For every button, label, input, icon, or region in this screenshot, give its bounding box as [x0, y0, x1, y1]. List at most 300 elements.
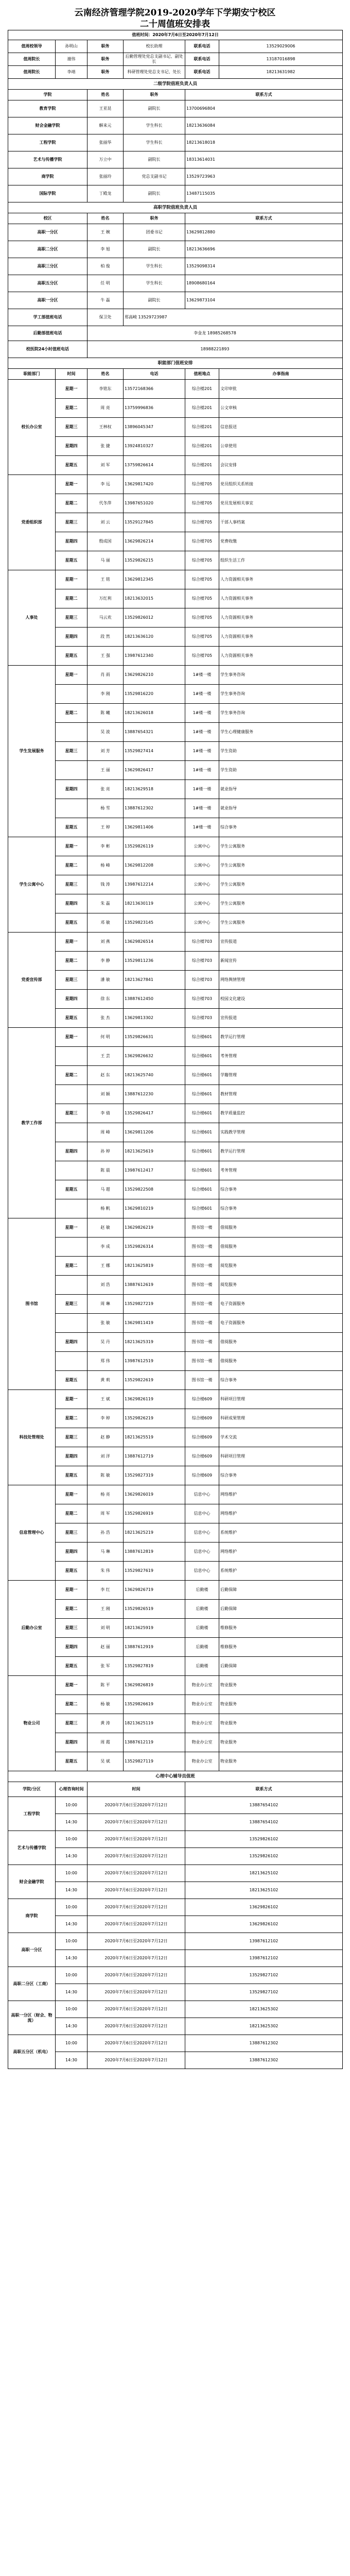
person-name: 刘 燕	[87, 933, 124, 952]
person-name: 万立中	[87, 151, 124, 168]
duty-day	[56, 761, 87, 780]
column-header: 职务	[124, 90, 185, 100]
person-phone: 13887612450	[124, 990, 185, 1009]
duty-day: 星期三	[56, 1295, 87, 1314]
service-guide: 信息报送	[219, 418, 343, 437]
duty-location: 公寓中心	[185, 875, 219, 894]
table-row	[8, 456, 343, 475]
duty-day: 星期三	[56, 1714, 87, 1733]
person-phone: 13759996836	[124, 399, 185, 418]
table-row	[8, 1409, 343, 1428]
counsel-period: 2020年7月6日至2020年7月12日	[87, 1797, 185, 1814]
header-row	[8, 369, 343, 380]
header-row	[8, 90, 343, 100]
leader-name: 谢伟	[56, 53, 87, 66]
table-row	[8, 1967, 343, 1984]
column-header: 办事指南	[219, 369, 343, 380]
duty-location: 综合楼201	[185, 456, 219, 475]
table-row	[8, 117, 343, 134]
person-name: 马 超	[87, 1180, 124, 1199]
table-row	[8, 1333, 343, 1352]
duty-day: 星期四	[56, 1638, 87, 1657]
duty-day: 星期一	[56, 380, 87, 399]
table-row	[8, 1466, 343, 1485]
service-guide: 后勤保障	[219, 1657, 343, 1676]
person-phone: 18213632015	[124, 589, 185, 608]
duty-phone-value: 郑高峻 13529723987	[124, 309, 343, 326]
table-row	[8, 971, 343, 990]
column-header: 联系方式	[185, 1782, 343, 1797]
section-row	[8, 79, 343, 90]
counsel-phone: 13529826102	[185, 1831, 343, 1848]
person-name: 刘 军	[87, 456, 124, 475]
person-name: 张 军	[87, 1657, 124, 1676]
table-row	[8, 2018, 343, 2035]
person-phone: 13529827219	[124, 1295, 185, 1314]
duty-day: 星期四	[56, 628, 87, 647]
table-row	[8, 1882, 343, 1899]
service-guide: 网络舆情管理	[219, 971, 343, 990]
duty-location: 图书馆一楼	[185, 1371, 219, 1390]
leader-key: 联系电话	[185, 53, 219, 66]
service-guide: 宣传报道	[219, 1009, 343, 1028]
leader-position: 科研管理处党总支书记、处长	[124, 66, 185, 79]
person-name: 李 静	[87, 952, 124, 971]
duty-day: 星期二	[56, 704, 87, 723]
person-name: 吴 斌	[87, 1752, 124, 1771]
counsel-time: 10:00	[56, 2035, 87, 2052]
duty-location: 综合楼201	[185, 418, 219, 437]
person-name: 马 丽	[87, 551, 124, 570]
duty-day: 星期一	[56, 1390, 87, 1409]
duty-day: 星期四	[56, 532, 87, 551]
person-name: 陈 晨	[87, 1161, 124, 1180]
table-row	[8, 1638, 343, 1657]
counsel-period: 2020年7月6日至2020年7月12日	[87, 2035, 185, 2052]
person-phone: 13529826215	[124, 551, 185, 570]
duty-day: 星期三	[56, 1104, 87, 1123]
person-phone: 13629873104	[185, 292, 343, 309]
person-phone: 13529826631	[124, 1028, 185, 1047]
person-phone: 13529826417	[124, 1104, 185, 1123]
duty-location: 图书馆一楼	[185, 1352, 219, 1371]
college-name: 财会金融学院	[8, 117, 87, 134]
person-phone: 18213636696	[185, 241, 343, 258]
service-guide: 文印审批	[219, 380, 343, 399]
person-name: 邓 敏	[87, 913, 124, 933]
department-name: 物业公司	[8, 1676, 56, 1771]
counsel-phone: 18213625302	[185, 2001, 343, 2018]
table-row	[8, 1085, 343, 1104]
table-row	[8, 2001, 343, 2018]
service-guide: 物业服务	[219, 1733, 343, 1752]
duty-day	[56, 1199, 87, 1218]
service-guide: 电子资源服务	[219, 1295, 343, 1314]
table-row	[8, 1933, 343, 1950]
duty-day: 星期四	[56, 1447, 87, 1466]
college-name: 教育学院	[8, 100, 87, 117]
duty-day: 星期一	[56, 1485, 87, 1504]
person-name: 徐 东	[87, 990, 124, 1009]
service-guide: 学生公寓服务	[219, 913, 343, 933]
duty-day: 星期一	[56, 1581, 87, 1600]
person-name: 王 强	[87, 647, 124, 666]
duty-location: 综合楼609	[185, 1466, 219, 1485]
person-name: 吴 丹	[87, 1333, 124, 1352]
service-guide: 教学质量监控	[219, 1104, 343, 1123]
duty-location: 1#楼一楼	[185, 742, 219, 761]
department-name: 党委组织部	[8, 475, 56, 570]
counsel-phone: 18213625102	[185, 1865, 343, 1882]
table-row	[8, 1009, 343, 1028]
table-row	[8, 1295, 343, 1314]
service-guide: 公章使用	[219, 437, 343, 456]
duty-location: 综合楼703	[185, 952, 219, 971]
duty-location: 图书馆一楼	[185, 1238, 219, 1257]
service-guide: 物业服务	[219, 1695, 343, 1714]
counsel-time: 10:00	[56, 1797, 87, 1814]
service-guide: 物业服务	[219, 1752, 343, 1771]
campus-name: 高职五分区（机电）	[8, 2035, 56, 2069]
service-guide: 党费收缴	[219, 532, 343, 551]
duty-day: 星期一	[56, 666, 87, 685]
duty-location: 综合楼705	[185, 551, 219, 570]
duty-day	[56, 799, 87, 818]
table-row	[8, 1562, 343, 1581]
counsel-time: 10:00	[56, 1865, 87, 1882]
leader-name: 孙明山	[56, 40, 87, 53]
duty-day	[56, 1161, 87, 1180]
leader-key: 职务	[87, 40, 124, 53]
leader-phone: 13529029006	[219, 40, 343, 53]
person-name: 万红利	[87, 589, 124, 608]
person-name: 李 倩	[87, 1104, 124, 1123]
person-phone: 18213625119	[124, 1714, 185, 1733]
table-row	[8, 1695, 343, 1714]
duty-location: 综合楼703	[185, 1009, 219, 1028]
table-row	[8, 418, 343, 437]
person-name: 刘 洋	[87, 1447, 124, 1466]
service-guide: 物业服务	[219, 1714, 343, 1733]
college-name: 工程学院	[8, 134, 87, 151]
page-title	[8, 7, 342, 30]
counsel-time: 10:00	[56, 1831, 87, 1848]
duty-location: 综合楼601	[185, 1199, 219, 1218]
table-row	[8, 1180, 343, 1199]
table-row	[8, 1916, 343, 1933]
person-phone: 13987612340	[124, 647, 185, 666]
service-guide: 学术交流	[219, 1428, 343, 1447]
table-row	[8, 589, 343, 608]
duty-location: 1#楼一楼	[185, 723, 219, 742]
table-row	[8, 1199, 343, 1218]
counsel-period: 2020年7月6日至2020年7月12日	[87, 1967, 185, 1984]
table-row	[8, 1066, 343, 1085]
duty-location: 综合楼705	[185, 513, 219, 532]
person-name: 任 明	[87, 275, 124, 292]
column-header: 校区	[8, 213, 87, 224]
person-phone: 13529823145	[124, 913, 185, 933]
person-phone: 13629826214	[124, 532, 185, 551]
person-phone: 18213625819	[124, 1257, 185, 1276]
duty-location: 图书馆一楼	[185, 1257, 219, 1276]
counsel-period: 2020年7月6日至2020年7月12日	[87, 1950, 185, 1967]
person-phone: 13487115035	[185, 185, 343, 202]
person-name: 李 婷	[87, 1409, 124, 1428]
person-phone: 13629811419	[124, 1314, 185, 1333]
service-guide: 阅览服务	[219, 1276, 343, 1295]
table-row	[8, 1371, 343, 1390]
person-name: 周 峰	[87, 1123, 124, 1142]
person-name: 杨 亮	[87, 1485, 124, 1504]
counsel-phone: 13887612302	[185, 2035, 343, 2052]
person-name: 周 亮	[87, 399, 124, 418]
duty-day	[56, 1085, 87, 1104]
person-name: 孙 婷	[87, 1142, 124, 1161]
leader-key: 联系电话	[185, 40, 219, 53]
duty-day	[56, 723, 87, 742]
section-title: 二级学院值班负责人员	[8, 79, 343, 90]
table-row	[8, 1984, 343, 2001]
counsel-time: 14:30	[56, 1848, 87, 1865]
campus-name: 高职五分区	[8, 275, 87, 292]
table-row	[8, 1752, 343, 1771]
table-row	[8, 399, 343, 418]
person-phone: 13529827819	[124, 1657, 185, 1676]
duty-location: 综合楼201	[185, 380, 219, 399]
person-phone: 13896045347	[124, 418, 185, 437]
person-name: 赵 丽	[87, 1638, 124, 1657]
duty-location: 综合楼705	[185, 628, 219, 647]
counsel-time: 10:00	[56, 1933, 87, 1950]
column-header: 心理咨询时间	[56, 1782, 87, 1797]
section-row	[8, 202, 343, 213]
person-phone: 13629813302	[124, 1009, 185, 1028]
duty-location: 综合楼705	[185, 608, 219, 628]
person-phone: 13529827619	[124, 1562, 185, 1581]
header-row	[8, 1782, 343, 1797]
person-name: 李 旭	[87, 241, 124, 258]
service-guide: 教学运行管理	[219, 1028, 343, 1047]
person-phone: 13529826119	[124, 837, 185, 856]
duty-day: 星期五	[56, 1180, 87, 1199]
college-name: 商学院	[8, 168, 87, 185]
service-guide: 党员发展相关事宜	[219, 494, 343, 513]
table-row	[8, 2052, 343, 2069]
table-row	[8, 1797, 343, 1814]
column-header: 联系方式	[185, 213, 343, 224]
service-guide: 学生资助	[219, 761, 343, 780]
service-guide: 综合事务	[219, 818, 343, 837]
person-name: 马 琳	[87, 1543, 124, 1562]
service-guide: 会议安排	[219, 456, 343, 475]
person-phone: 13887612230	[124, 1085, 185, 1104]
person-position: 学生科长	[124, 275, 185, 292]
leader-phone: 13187016898	[219, 53, 343, 66]
department-name: 图书馆	[8, 1218, 56, 1390]
duty-day: 星期二	[56, 589, 87, 608]
duty-location: 公寓中心	[185, 837, 219, 856]
person-name: 刘 明	[87, 1619, 124, 1638]
table-row	[8, 1028, 343, 1047]
person-phone: 13529826919	[124, 1504, 185, 1523]
duty-location: 1#楼一楼	[185, 666, 219, 685]
person-phone: 18213626018	[124, 704, 185, 723]
person-phone: 18213629518	[124, 780, 185, 799]
table-row	[8, 723, 343, 742]
duty-location: 1#楼一楼	[185, 761, 219, 780]
department-name: 人事处	[8, 570, 56, 666]
service-guide: 干部人事档案	[219, 513, 343, 532]
person-name: 陈 平	[87, 1676, 124, 1695]
person-phone: 18313614031	[185, 151, 343, 168]
duty-day: 星期四	[56, 437, 87, 456]
person-position: 副院长	[124, 292, 185, 309]
person-phone: 18908680164	[185, 275, 343, 292]
person-phone: 13629826719	[124, 1581, 185, 1600]
table-row	[8, 990, 343, 1009]
duty-location: 综合楼201	[185, 437, 219, 456]
leader-key: 职务	[87, 66, 124, 79]
service-guide: 借阅服务	[219, 1333, 343, 1352]
column-header: 职务	[124, 213, 185, 224]
person-name: 杨 峰	[87, 856, 124, 875]
service-guide: 组织生活工作	[219, 551, 343, 570]
department-name: 校长办公室	[8, 380, 56, 475]
duty-location: 综合楼705	[185, 589, 219, 608]
table-row	[8, 151, 343, 168]
duty-day: 星期二	[56, 1409, 87, 1428]
person-name: 王亚昆	[87, 100, 124, 117]
duty-phone-value: 18988221893	[87, 341, 343, 358]
leader-key: 值周院长	[8, 66, 56, 79]
duty-location: 物业办公室	[185, 1676, 219, 1695]
leader-position: 后勤管理处党总支副书记、副处长	[124, 53, 185, 66]
duty-phone-label: 后勤部值班电话	[8, 326, 87, 341]
person-phone: 18213625919	[124, 1619, 185, 1638]
duty-day: 星期五	[56, 818, 87, 837]
table-row	[8, 1447, 343, 1466]
duty-day: 星期三	[56, 418, 87, 437]
campus-name: 高职一分区（财会、物流）	[8, 2001, 56, 2035]
title-line-2: 二十周值班安排表	[140, 19, 210, 29]
table-row	[8, 761, 343, 780]
duty-location: 综合楼601	[185, 1085, 219, 1104]
column-header: 职能部门	[8, 369, 56, 380]
duty-day: 星期三	[56, 608, 87, 628]
service-guide: 实践教学管理	[219, 1123, 343, 1142]
person-name: 赵 敏	[87, 1218, 124, 1238]
counsel-period: 2020年7月6日至2020年7月12日	[87, 1984, 185, 2001]
duty-location: 综合楼609	[185, 1409, 219, 1428]
service-guide: 后勤保障	[219, 1600, 343, 1619]
duty-location: 公寓中心	[185, 856, 219, 875]
column-header: 时间	[87, 1782, 185, 1797]
person-phone: 13924810327	[124, 437, 185, 456]
counsel-period: 2020年7月6日至2020年7月12日	[87, 2018, 185, 2035]
table-row	[8, 292, 343, 309]
campus-name: 艺术与传播学院	[8, 1831, 56, 1865]
counsel-phone: 18213625302	[185, 2018, 343, 2035]
person-phone: 13529826519	[124, 1600, 185, 1619]
counsel-period: 2020年7月6日至2020年7月12日	[87, 2001, 185, 2018]
duty-day: 星期三	[56, 971, 87, 990]
service-guide: 维修服务	[219, 1638, 343, 1657]
leader-key: 职务	[87, 53, 124, 66]
person-phone: 13887612919	[124, 1638, 185, 1657]
table-row	[8, 1848, 343, 1865]
campus-name: 高职一分区	[8, 1933, 56, 1967]
person-position: 副院长	[124, 185, 185, 202]
duty-location: 综合楼703	[185, 990, 219, 1009]
table-row	[8, 1657, 343, 1676]
counsel-time: 10:00	[56, 2001, 87, 2018]
person-phone: 18213625319	[124, 1333, 185, 1352]
duty-phone-label: 学工部值班电话	[8, 309, 87, 326]
person-phone: 13629812208	[124, 856, 185, 875]
table-row	[8, 704, 343, 723]
duty-phone-row	[8, 326, 343, 341]
table-row	[8, 1814, 343, 1831]
person-name: 王 芸	[87, 1047, 124, 1066]
person-phone: 13987612417	[124, 1161, 185, 1180]
duty-day: 星期四	[56, 780, 87, 799]
table-row	[8, 1523, 343, 1543]
counsel-time: 14:30	[56, 1984, 87, 2001]
duty-day: 星期三	[56, 1428, 87, 1447]
counsel-time: 14:30	[56, 1882, 87, 1899]
duty-location: 综合楼703	[185, 971, 219, 990]
person-phone: 13529827319	[124, 1466, 185, 1485]
service-guide: 校园文化建设	[219, 990, 343, 1009]
duty-day: 星期三	[56, 1619, 87, 1638]
department-name: 教学工作部	[8, 1028, 56, 1218]
department-name: 学生公寓中心	[8, 837, 56, 933]
person-name: 李 刚	[87, 685, 124, 704]
duty-location: 信息中心	[185, 1562, 219, 1581]
service-guide: 电子资源服务	[219, 1314, 343, 1333]
section-row	[8, 358, 343, 369]
person-phone: 13629826210	[124, 666, 185, 685]
person-position: 学生科长	[124, 134, 185, 151]
duty-phone-value: 李金龙 18985268578	[87, 326, 343, 341]
person-phone: 13529127845	[124, 513, 185, 532]
duty-day: 星期二	[56, 1257, 87, 1276]
person-name: 丁殿龙	[87, 185, 124, 202]
table-row	[8, 1142, 343, 1161]
duty-day: 星期一	[56, 570, 87, 589]
duty-location: 综合楼705	[185, 494, 219, 513]
duty-phone-row	[8, 309, 343, 326]
counsel-period: 2020年7月6日至2020年7月12日	[87, 1933, 185, 1950]
service-guide: 综合事务	[219, 1371, 343, 1390]
leader-name: 李靖	[56, 66, 87, 79]
leader-key: 值周院长	[8, 53, 56, 66]
duty-location: 综合楼601	[185, 1123, 219, 1142]
service-guide: 物业服务	[219, 1676, 343, 1695]
college-name: 国际学院	[8, 185, 87, 202]
table-row	[8, 2035, 343, 2052]
person-name: 刘 云	[87, 513, 124, 532]
department-name: 学生发展服务	[8, 666, 56, 837]
person-name: 王 婉	[87, 224, 124, 241]
duty-location: 图书馆一楼	[185, 1276, 219, 1295]
leader-key: 值周校领导	[8, 40, 56, 53]
service-guide: 学生事务咨询	[219, 685, 343, 704]
duty-day: 星期二	[56, 1600, 87, 1619]
duty-location: 1#楼一楼	[185, 704, 219, 723]
counsel-phone: 13529826102	[185, 1848, 343, 1865]
